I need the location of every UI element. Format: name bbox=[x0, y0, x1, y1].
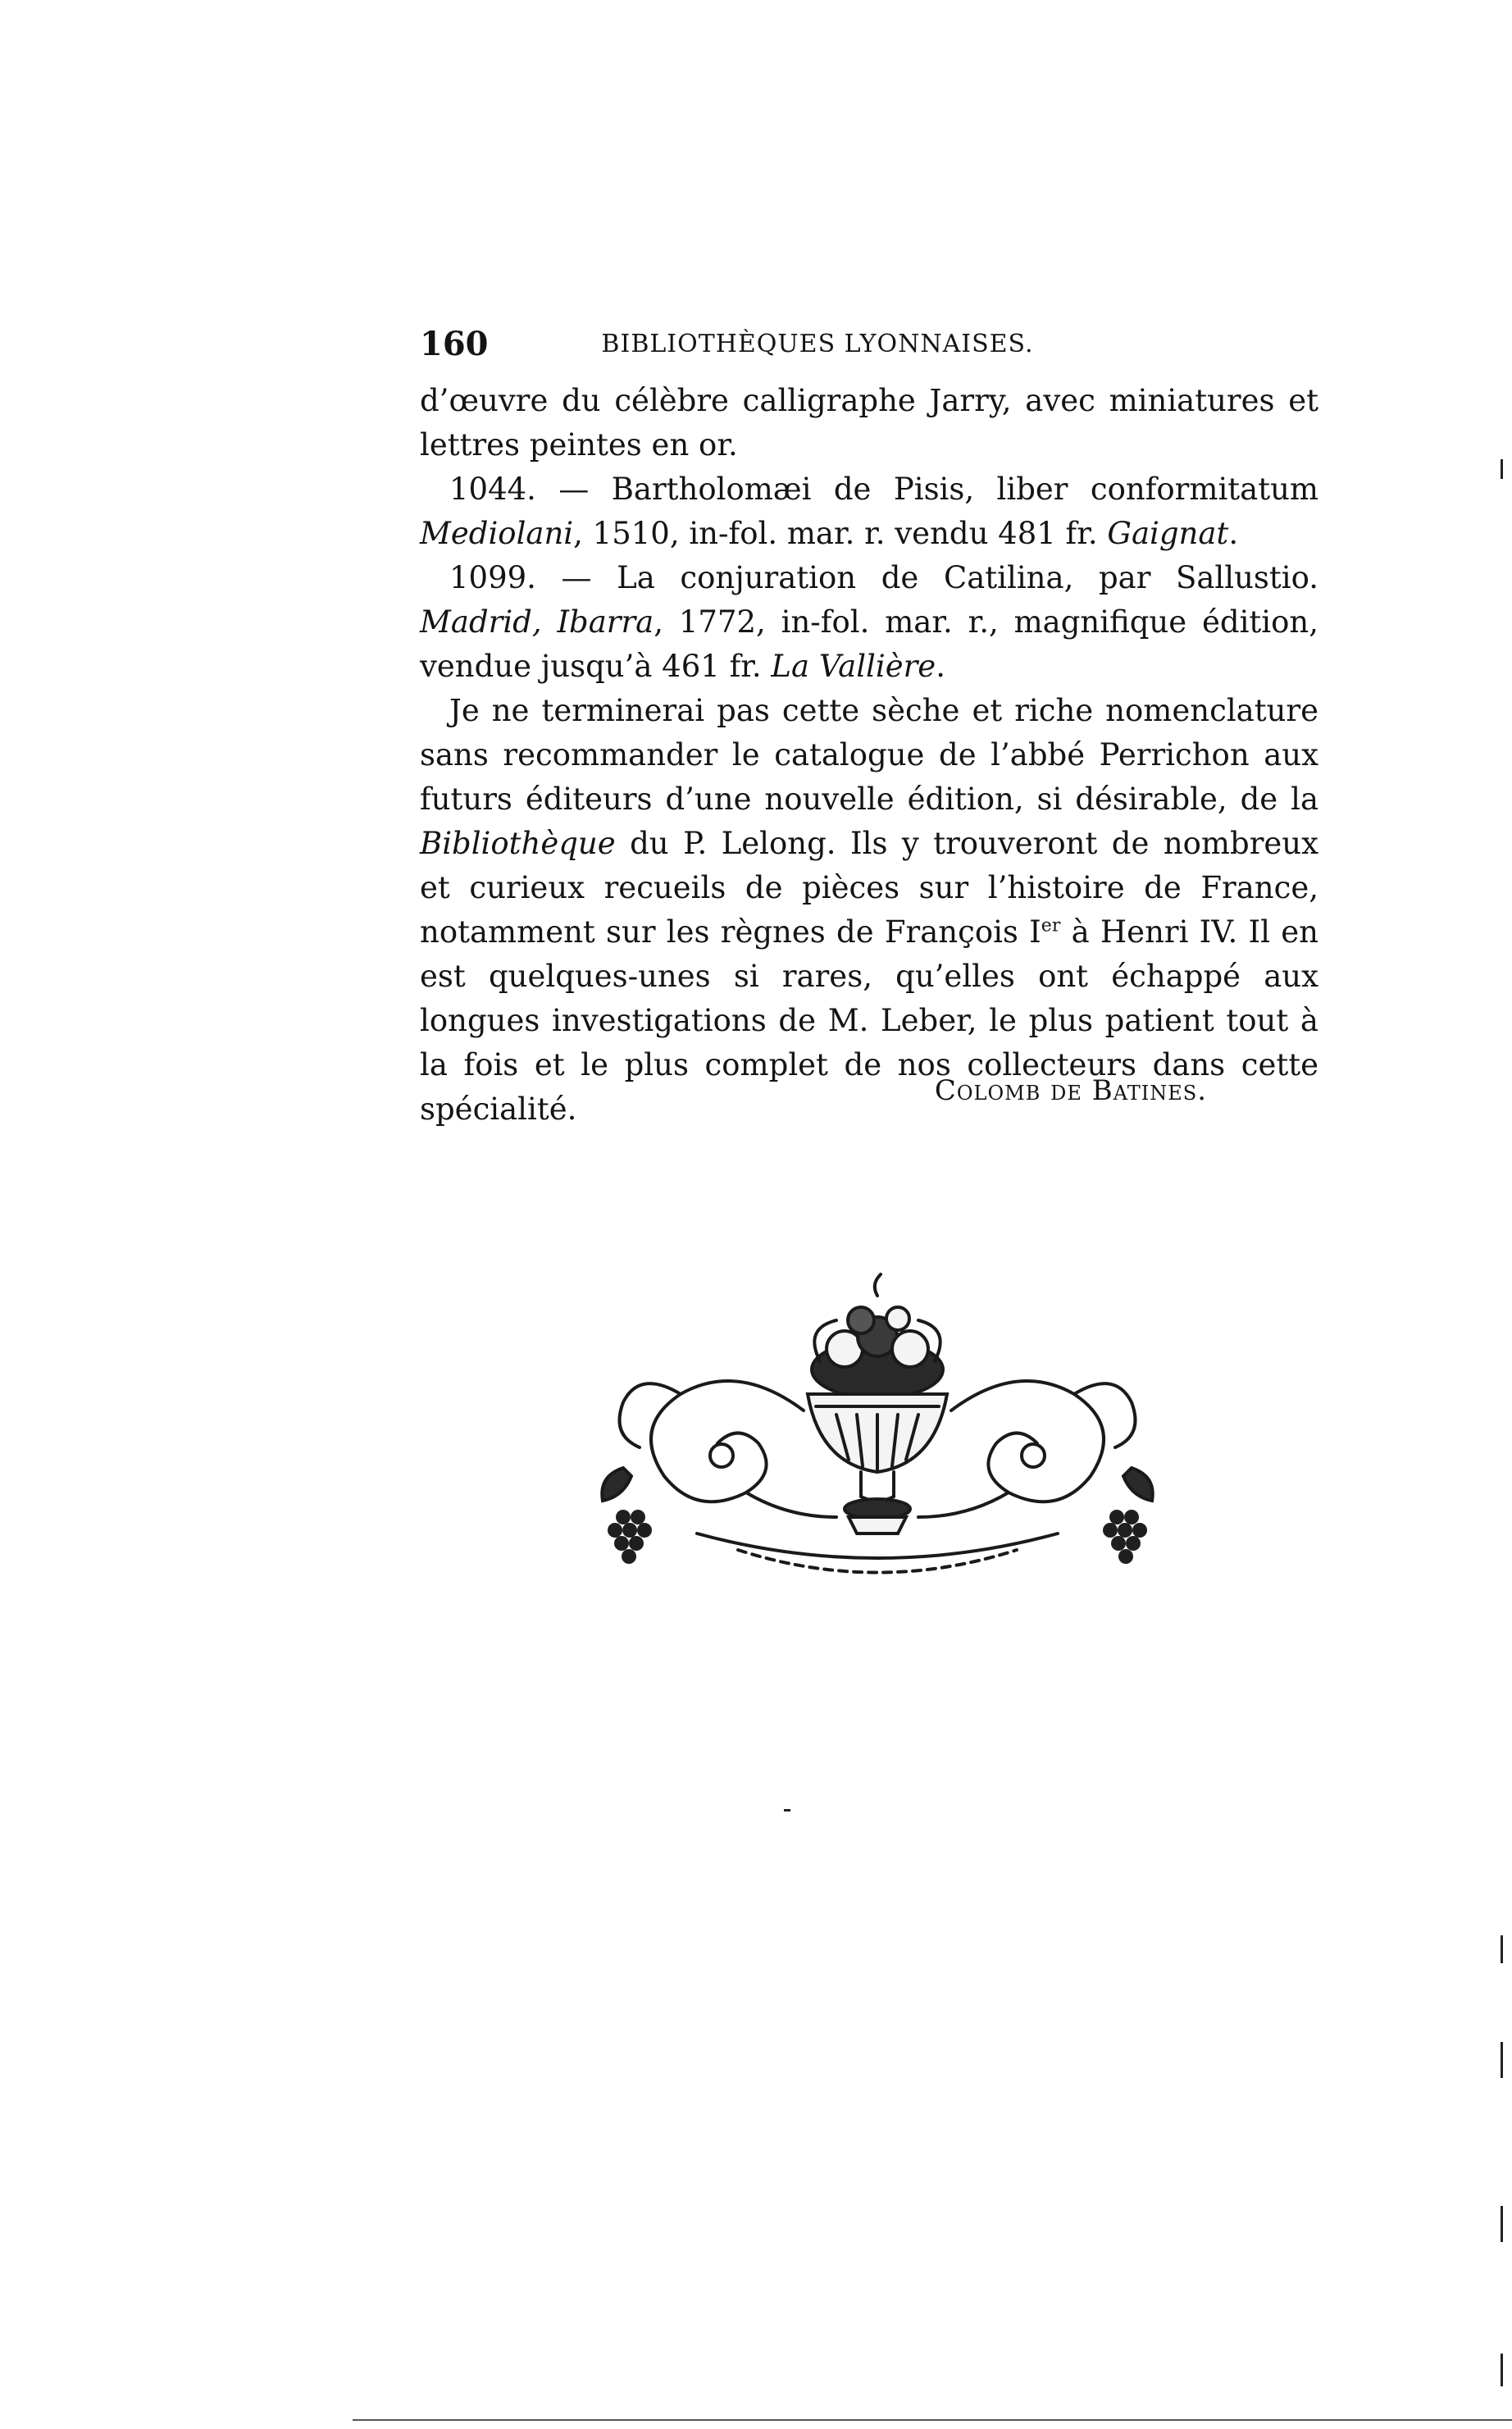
running-title: BIBLIOTHÈQUES LYONNAISES. bbox=[601, 330, 1034, 358]
catalogue-entry-1044: 1044. — Bartholomæi de Pisis, liber conformitatum Mediolani, 1510, in-fol. mar. r. vendu 481 fr. Gaignat. bbox=[420, 472, 1318, 551]
author-signature: Colomb de Batines. bbox=[934, 1074, 1207, 1107]
urn-with-fruit-and-scrolls-ornament-icon bbox=[574, 1271, 1181, 1599]
margin-mark bbox=[1501, 2042, 1503, 2078]
page-number: 160 bbox=[420, 325, 489, 363]
bottom-edge-rule bbox=[353, 2419, 1512, 2421]
margin-mark bbox=[1501, 2206, 1503, 2242]
margin-mark bbox=[1501, 459, 1503, 479]
entry-buyer: La Vallière bbox=[771, 649, 936, 684]
catalogue-entry-1099: 1099. — La conjuration de Catilina, par Sallustio. Madrid, Ibarra, 1772, in-fol. mar. r., magnifique édition, vendue jusqu’à 461 fr. La Vallière. bbox=[420, 560, 1318, 684]
paragraph-continuation: d’œuvre du célèbre calligraphe Jarry, avec miniatures et lettres peintes en or. bbox=[420, 383, 1318, 463]
entry-place: Madrid, Ibarra bbox=[420, 604, 654, 640]
closing-paragraph: Je ne terminerai pas cette sèche et riche nomenclature sans recommander le catalogue de l’abbé Perrichon aux futurs éditeurs d’une nouvelle édition, si désirable, de la Bibliothèque du P. Lelong. Ils y trouveront de nombreux et curieux recueils de pièces sur l’histoire de France, notamment sur les règnes de François Ier à Henri IV. Il en est quelques-unes si rares, qu’elles ont échappé aux longues investigations de M. Leber, le plus patient tout à la fois et le plus complet de nos collecteurs dans cette spécialité. bbox=[420, 693, 1318, 1127]
margin-mark bbox=[1501, 1935, 1503, 1963]
body-text bbox=[420, 379, 1318, 1132]
book-title: Bibliothèque bbox=[420, 826, 616, 861]
superscript-er: er bbox=[1041, 915, 1061, 937]
entry-buyer: Gaignat bbox=[1107, 516, 1229, 551]
page-header bbox=[420, 325, 1215, 371]
ink-speck bbox=[784, 1809, 790, 1811]
entry-place: Mediolani bbox=[420, 516, 574, 551]
margin-mark bbox=[1501, 2354, 1503, 2386]
